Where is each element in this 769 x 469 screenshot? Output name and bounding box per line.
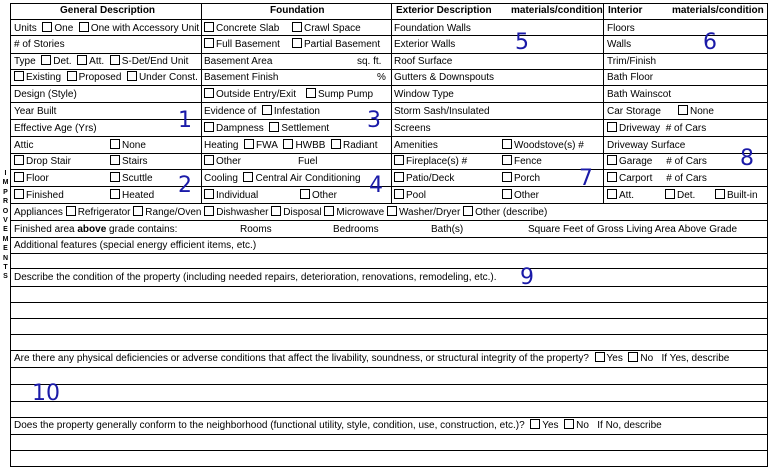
trim-label: Trim/Finish [607,56,657,67]
appliance-item: Dishwasher [216,207,269,218]
heating-row: Heating FWA HWBB Radiant [204,140,378,151]
dampness-checkbox[interactable] [204,122,214,132]
side-label-bar [0,3,11,467]
pool-checkbox[interactable] [394,189,404,199]
heated: Heated [110,189,154,203]
finished: Finished [14,189,64,203]
exterior-other: Other [502,189,539,203]
deficiencies-yes-checkbox[interactable] [595,352,605,362]
header-exterior: Exterior Description [396,5,492,16]
fuel-label: Fuel [298,156,318,167]
porch-checkbox[interactable] [502,172,512,182]
scuttle: Scuttle [110,172,153,186]
woodstove-checkbox[interactable] [502,139,512,149]
garage-det-checkbox[interactable] [665,189,675,199]
frame-bottom [11,466,768,467]
fence: Fence [502,155,542,169]
appliance-item: Disposal [283,207,322,218]
basement-finish-label: Basement Finish [204,72,279,83]
effective-age-label: Effective Age (Yrs) [14,123,97,134]
screens-label: Screens [394,123,431,134]
rooms-label: Rooms [240,224,272,235]
fireplace-checkbox[interactable] [394,155,404,165]
marker-10: 10 [32,381,60,406]
storm-sash-label: Storm Sash/Insulated [394,106,490,117]
exterior-other-checkbox[interactable] [502,189,512,199]
hwbb-checkbox[interactable] [283,139,293,149]
refrigerator-checkbox[interactable] [66,206,76,216]
cooling-individual: Individual [204,189,258,203]
type-sdet-checkbox[interactable] [110,55,120,65]
car-none-checkbox[interactable] [678,105,688,115]
stories-label: # of Stories [14,39,65,50]
units-one-checkbox[interactable] [42,22,52,32]
heated-checkbox[interactable] [110,189,120,199]
range-oven-checkbox[interactable] [133,206,143,216]
fireplace: Fireplace(s) # [394,155,467,169]
patio: Patio/Deck [394,172,454,186]
radiant-checkbox[interactable] [331,139,341,149]
header-general: General Description [60,5,156,16]
garage-builtin: Built-in [715,189,758,203]
marker-8: 8 [740,146,754,171]
deficiencies-row: Are there any physical deficiencies or adverse conditions that affect the livability, soundness, or structural integrity of the property? Yes No If Yes, describe [14,353,730,364]
car-none: None [678,105,714,119]
garage-builtin-checkbox[interactable] [715,189,725,199]
appliance-item: Refrigerator [77,207,131,218]
roof-surface-label: Roof Surface [394,56,453,67]
attic-none-checkbox[interactable] [110,139,120,149]
crawl-space-checkbox[interactable] [292,22,302,32]
sump-pump: Sump Pump [306,88,373,102]
deficiencies-no-checkbox[interactable] [628,352,638,362]
header-exterior-materials: materials/condition [511,5,603,16]
header-interior-materials: materials/condition [672,5,764,16]
garage-row: Garage # of Cars [607,155,707,169]
other-describe-checkbox[interactable] [463,206,473,216]
partial-basement: Partial Basement [292,38,380,52]
concrete-slab-checkbox[interactable] [204,22,214,32]
dampness-row: Dampness Settlement [204,122,329,136]
baths-label: Bath(s) [431,224,464,235]
marker-1: 1 [178,108,192,133]
sump-pump-checkbox[interactable] [306,88,316,98]
drop-stair-checkbox[interactable] [14,155,24,165]
fence-checkbox[interactable] [502,155,512,165]
sqft-label: sq. ft. [357,56,382,67]
header-interior: Interior [608,5,643,16]
evidence-row: Evidence of Infestation [204,106,320,117]
patio-checkbox[interactable] [394,172,404,182]
walls-label: Walls [607,39,632,50]
carport-row: Carport # of Cars [607,172,707,186]
floor: Floor [14,172,49,186]
infestation-checkbox[interactable] [262,105,272,115]
frame-right [767,3,768,467]
microwave-checkbox[interactable] [324,206,334,216]
disposal-checkbox[interactable] [271,206,281,216]
appliance-item: Range/Oven [145,207,202,218]
cooling-other-checkbox[interactable] [300,189,310,199]
porch: Porch [502,172,540,186]
condition-label: Describe the condition of the property (including needed repairs, deterioration, renovations, remodeling, etc.). [14,272,497,283]
conform-row: Does the property generally conform to the neighborhood (functional utility, style, condition, use, construction, etc.)? Yes No If No, describe [14,420,662,431]
stairs: Stairs [110,155,148,169]
gutters-label: Gutters & Downspouts [394,72,495,83]
percent-label: % [377,72,386,83]
finished-area-label: Finished area above grade contains: [14,224,178,235]
cooling-row: Cooling Central Air Conditioning [204,173,361,184]
crawl-space: Crawl Space [292,22,361,36]
header-foundation: Foundation [270,5,325,16]
outside-entry-checkbox[interactable] [204,88,214,98]
floor-checkbox[interactable] [14,172,24,182]
partial-basement-checkbox[interactable] [292,38,302,48]
marker-6: 6 [703,30,717,55]
concrete-slab: Concrete Slab [204,22,279,36]
driveway-row: Driveway # of Cars [607,122,706,136]
marker-7: 7 [579,166,593,191]
appliances-row [14,206,547,220]
garage-att-checkbox[interactable] [607,189,617,199]
type-att-checkbox[interactable] [77,55,87,65]
attic-label: Attic [14,140,34,151]
individual-checkbox[interactable] [204,189,214,199]
gla-label: Square Feet of Gross Living Area Above Grade [528,224,738,235]
conform-yes-checkbox[interactable] [530,419,540,429]
garage-checkbox[interactable] [607,155,617,165]
side-label: I M P R O V E M E N T S [2,170,9,281]
type-row: Type Det. Att. S-Det/End Unit [14,56,189,67]
appliance-item: Washer/Dryer [398,207,461,218]
units-row: Units One One with Accessory Unit [14,23,200,34]
type-det-checkbox[interactable] [41,55,51,65]
marker-3: 3 [367,108,381,133]
bedrooms-label: Bedrooms [333,224,379,235]
settlement-checkbox[interactable] [269,122,279,132]
col-divider-2 [391,3,392,203]
full-basement-checkbox[interactable] [204,38,214,48]
design-label: Design (Style) [14,89,77,100]
heating-other: Other [204,155,241,169]
dishwasher-checkbox[interactable] [204,206,214,216]
bath-floor-label: Bath Floor [607,72,654,83]
existing-checkbox[interactable] [14,71,24,81]
exterior-walls-label: Exterior Walls [394,39,456,50]
foundation-walls-label: Foundation Walls [394,23,471,34]
finished-checkbox[interactable] [14,189,24,199]
marker-9: 9 [520,265,534,290]
pool: Pool [394,189,426,203]
appliance-item: Microwave [336,207,385,218]
year-built-label: Year Built [14,106,57,117]
washer-dryer-checkbox[interactable] [387,206,397,216]
garage-det: Det. [665,189,695,203]
drop-stair: Drop Stair [14,155,71,169]
driveway-checkbox[interactable] [607,122,617,132]
basement-area-label: Basement Area [204,56,273,67]
status-row: Existing Proposed Under Const. [14,71,198,85]
bath-wainscot-label: Bath Wainscot [607,89,672,100]
col-divider-3 [603,3,604,203]
under-const-checkbox[interactable] [127,71,137,81]
fwa-checkbox[interactable] [244,139,254,149]
scuttle-checkbox[interactable] [110,172,120,182]
woodstove: Woodstove(s) # [502,139,584,153]
car-storage-label: Car Storage [607,106,661,117]
marker-2: 2 [178,173,192,198]
marker-5: 5 [515,30,529,55]
conform-no-checkbox[interactable] [564,419,574,429]
proposed-checkbox[interactable] [67,71,77,81]
full-basement: Full Basement [204,38,280,52]
stairs-checkbox[interactable] [110,155,120,165]
appliances-label: Appliances [14,207,63,218]
heating-other-checkbox[interactable] [204,155,214,165]
cooling-other: Other [300,189,337,203]
amenities-label: Amenities [394,140,438,151]
additional-features-label: Additional features (special energy efficient items, etc.) [14,240,257,251]
floors-label: Floors [607,23,635,34]
central-air-checkbox[interactable] [243,172,253,182]
driveway-surface-label: Driveway Surface [607,140,686,151]
appliance-item: Other (describe) [475,207,548,218]
units-accessory-checkbox[interactable] [79,22,89,32]
attic-none: None [110,139,146,153]
carport-checkbox[interactable] [607,172,617,182]
marker-4: 4 [369,173,383,198]
window-type-label: Window Type [394,89,454,100]
garage-att: Att. [607,189,634,203]
col-divider-1 [201,3,202,203]
outside-entry: Outside Entry/Exit [204,88,296,102]
